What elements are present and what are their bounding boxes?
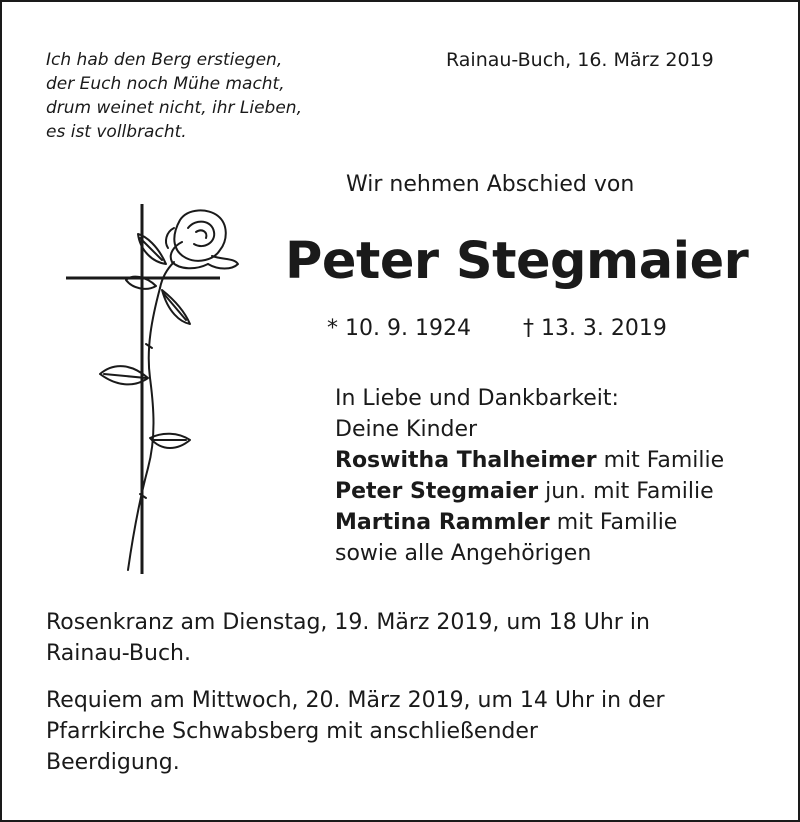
deceased-name: Peter Stegmaier xyxy=(285,232,749,291)
rose-icon xyxy=(100,210,238,570)
birth-date: * 10. 9. 1924 xyxy=(327,316,471,341)
notice-line: Rosenkranz am Dienstag, 19. März 2019, um 18 Uhr in xyxy=(46,610,650,635)
mourner-name: Martina Rammler xyxy=(335,510,550,535)
mourner-name: Peter Stegmaier xyxy=(335,479,539,504)
notice-line: Requiem am Mittwoch, 20. März 2019, um 14 Uhr in der xyxy=(46,688,665,713)
life-dates xyxy=(327,315,667,343)
cross-icon xyxy=(66,204,220,574)
notice-line: Beerdigung. xyxy=(46,750,180,775)
children-label: Deine Kinder xyxy=(335,417,478,442)
notice-line: Pfarrkirche Schwabsberg mit anschließender xyxy=(46,719,538,744)
mourner-entry xyxy=(335,507,724,538)
mourner-entry xyxy=(335,445,724,476)
death-date: † 13. 3. 2019 xyxy=(522,316,667,341)
mourners-closing: sowie alle Angehörigen xyxy=(335,541,592,566)
mourner-name: Roswitha Thalheimer xyxy=(335,448,597,473)
mourner-suffix: mit Familie xyxy=(549,510,678,535)
mourner-suffix: jun. mit Familie xyxy=(538,479,714,504)
mourners-block xyxy=(335,383,724,569)
farewell-intro: Wir nehmen Abschied von xyxy=(346,172,635,197)
poem-line: Ich hab den Berg erstiegen, xyxy=(46,50,283,70)
notice-line: Rainau-Buch. xyxy=(46,641,191,666)
cross-rose-artwork xyxy=(62,198,247,578)
mourner-suffix: mit Familie xyxy=(596,448,725,473)
place-date: Rainau-Buch, 16. März 2019 xyxy=(446,49,714,71)
poem xyxy=(46,48,302,144)
poem-line: drum weinet nicht, ihr Lieben, xyxy=(46,98,302,118)
mourner-entry xyxy=(335,476,724,507)
poem-line: der Euch noch Mühe macht, xyxy=(46,74,285,94)
rosary-notice xyxy=(46,607,766,669)
poem-line: es ist vollbracht. xyxy=(46,122,187,142)
mourners-heading: In Liebe und Dankbarkeit: xyxy=(335,386,619,411)
requiem-notice xyxy=(46,685,766,778)
